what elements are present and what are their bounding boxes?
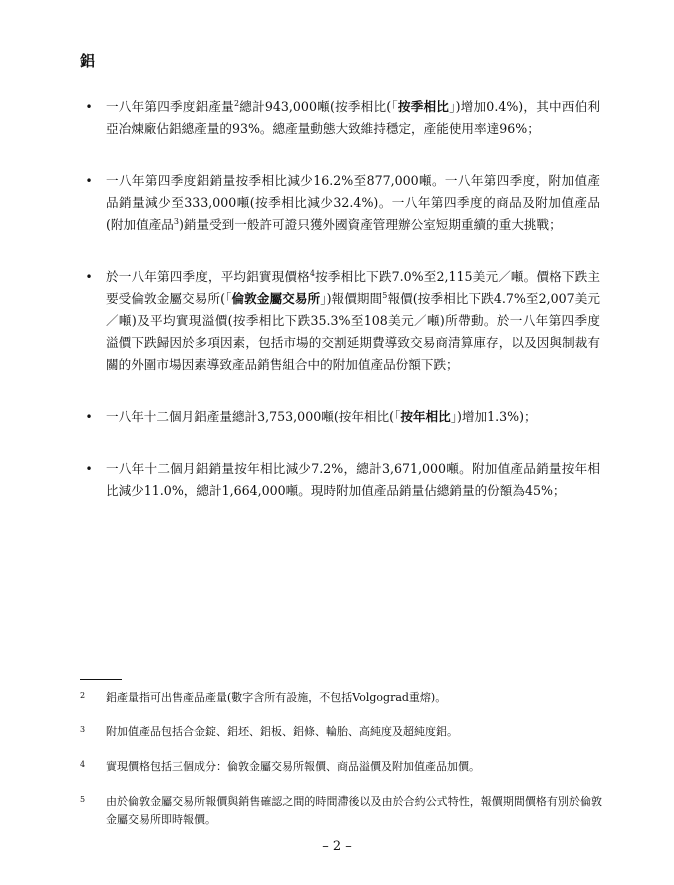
footnote-list [80, 689, 602, 829]
footnote-number: 4 [80, 760, 86, 769]
bullet-item [80, 458, 600, 502]
footnote-text: 附加值產品包括合金錠、鋁坯、鋁板、鋁條、輪胎、高純度及超純度鋁。 [106, 725, 458, 738]
text-run: 」)增加1.3%)； [450, 409, 537, 424]
footnote [80, 689, 602, 707]
bullet-dot-icon: • [85, 410, 93, 424]
bullet-list [80, 96, 600, 532]
footnote-number: 5 [80, 795, 86, 804]
text-run: 」)增加0.4%)，其中西伯利亞冶煉廠佔鋁總產量的93%。總產量動態大致維持穩定，產能使用率達96%； [106, 99, 601, 136]
footnote [80, 758, 602, 776]
bullet-text [106, 409, 537, 424]
bullet-item [80, 96, 600, 140]
bullet-text [106, 461, 600, 498]
footnote-text: 實現價格包括三個成分：倫敦金屬交易所報價、商品溢價及附加值產品加價。 [106, 760, 480, 773]
bullet-dot-icon: • [85, 100, 93, 114]
footnote-reference: 3 [173, 216, 179, 226]
footnote-number: 3 [80, 725, 86, 734]
text-run: )銷量受到一般許可證只獲外國資產管理辦公室短期重續的重大挑戰； [178, 217, 562, 232]
bullet-dot-icon: • [85, 174, 93, 188]
defined-term: 按季相比 [397, 99, 450, 114]
footnote-text: 鋁產量指可出售產品產量(數字含所有設施，不包括Volgograd重熔)。 [106, 691, 447, 704]
bullet-text [106, 269, 600, 372]
footnote-reference: 4 [309, 268, 315, 278]
bullet-item [80, 406, 600, 428]
footnote-reference: 2 [233, 98, 240, 108]
bullet-text [106, 99, 600, 136]
text-run: 一八年第四季度鋁產量 [106, 99, 234, 114]
defined-term: 按年相比 [400, 409, 451, 424]
footnote-number: 2 [80, 691, 86, 700]
bullet-dot-icon: • [85, 462, 93, 476]
text-run: 一八年第四季度鋁銷量按季相比減少16.2%至877,000噸。一八年第四季度，附加值產品銷量減少至333,000噸(按季相比減少32.4%)。一八年第四季度的商品及附加值產品(附加值產品 [106, 173, 600, 232]
text-run: 一八年十二個月鋁產量總計3,753,000噸(按年相比(「 [106, 409, 401, 424]
footnote-reference: 5 [382, 290, 388, 300]
bullet-item [80, 266, 600, 376]
text-run: 總計943,000噸(按季相比(「 [239, 99, 398, 114]
bullet-text [106, 173, 600, 232]
bullet-dot-icon: • [85, 270, 93, 284]
text-run: 一八年十二個月鋁銷量按年相比減少7.2%，總計3,671,000噸。附加值產品銷量按年相比減少11.0%，總計1,664,000噸。現時附加值產品銷量佔總銷量的份額為45%； [106, 461, 600, 498]
text-run: 」)報價期間 [320, 291, 383, 306]
footnote-separator [80, 679, 122, 680]
text-run: 於一八年第四季度，平均鋁實現價格 [106, 269, 310, 284]
text-run: 報價(按季相比下跌4.7%至2,007美元／噸)及平均實現溢價(按季相比下跌35.3%至108美元／噸)所帶動。於一八年第四季度溢價下跌歸因於多項因素，包括市場的交割延期費導致交易商清算庫存，以及因與制裁有關的外圍市場因素導致產品銷售組合中的附加值產品份額下跌； [106, 291, 600, 372]
footnote-text: 由於倫敦金屬交易所報價與銷售確認之間的時間滯後以及由於合約公式特性，報價期間價格有別於倫敦金屬交易所即時報價。 [106, 795, 602, 826]
bullet-item [80, 170, 600, 236]
footnote [80, 723, 602, 741]
section-heading: 鋁 [80, 52, 96, 70]
page-number: – 2 – [322, 839, 352, 854]
footnote [80, 793, 602, 829]
defined-term: 倫敦金屬交易所 [231, 291, 321, 306]
text-run: 按季相比下跌7.0%至2,115美元／噸。價格下跌主要受倫敦金屬交易所(「 [106, 269, 600, 306]
